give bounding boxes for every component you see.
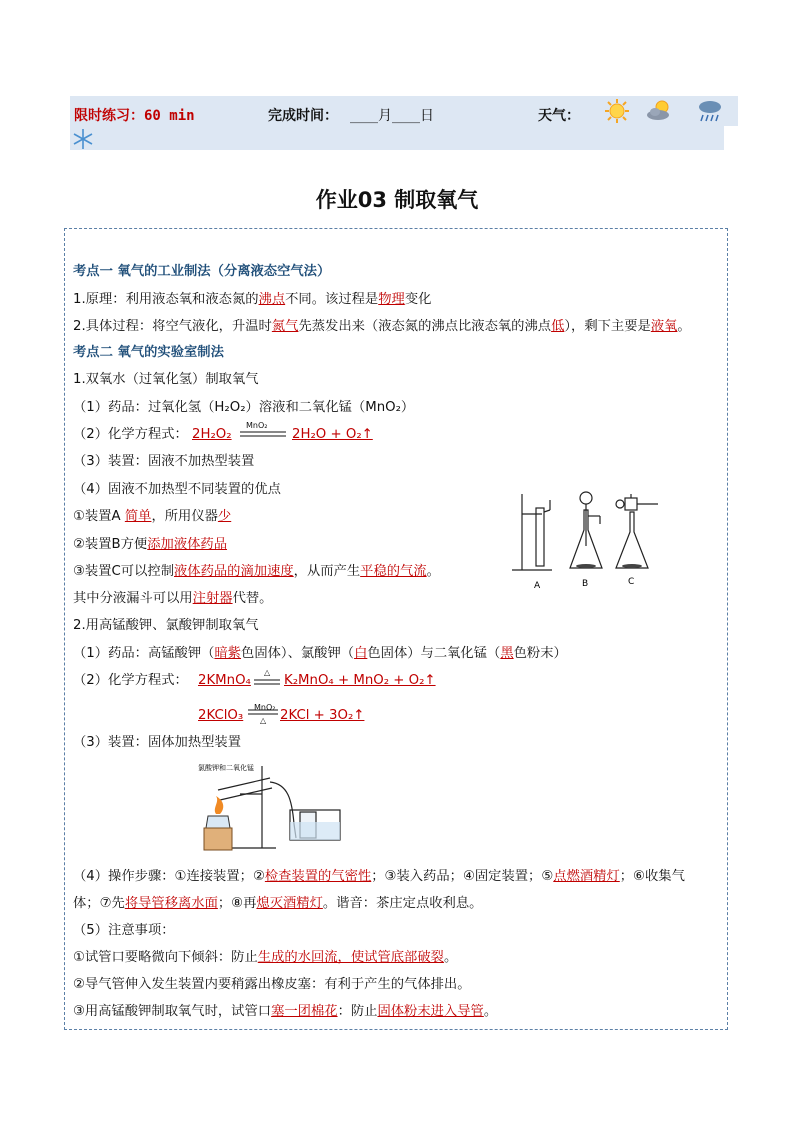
device-2: （3）装置：固体加热型装置: [73, 735, 242, 750]
time-limit: 限时练习：60 min: [74, 108, 195, 124]
eq2b-right: 2KCl + 3O₂↑: [280, 708, 365, 723]
sun-icon: [604, 98, 630, 124]
section1-heading: 考点一 氧气的工业制法（分离液态空气法）: [73, 264, 331, 279]
eq1-catalyst: MnO₂: [246, 421, 268, 430]
partly-cloudy-icon: [645, 98, 675, 124]
eq1-right: 2H₂O + O₂↑: [292, 427, 373, 442]
apparatus-abc-figure: [508, 486, 668, 592]
advantages: （4）固液不加热型不同装置的优点: [73, 482, 281, 497]
sec1-process: 2.具体过程：将空气液化，升温时氮气先蒸发出来（液态氮的沸点比液态氧的沸点低），剩下主要是液氧。: [73, 319, 691, 334]
sec2-subtitle-1: 1.双氧水（过氧化氢）制取氧气: [73, 372, 259, 387]
finish-blank: ____月____日: [350, 108, 434, 124]
sec1-principle: 1.原理：利用液态氧和液态氮的沸点不同。该过程是物理变化: [73, 292, 432, 307]
snowflake-icon: [72, 128, 94, 150]
label-a: A: [534, 581, 541, 591]
sec2-drug: （1）药品：过氧化氢（H₂O₂）溶液和二氧化锰（MnO₂）: [73, 400, 415, 415]
note-1: ①试管口要略微向下倾斜：防止生成的水回流，使试管底部破裂。: [73, 950, 458, 965]
eq2b-left: 2KClO₃: [198, 708, 244, 723]
steps-line-1: （4）操作步骤：①连接装置；②检查装置的气密性；③装入药品；④固定装置；⑤点燃酒精灯；⑥收集气: [73, 869, 685, 884]
eq1-double-line: [240, 431, 286, 437]
finish-label: 完成时间：: [268, 108, 338, 124]
eq2-label: （2）化学方程式：: [73, 673, 188, 688]
label-c: C: [628, 577, 635, 587]
heating-figure-label: 氯酸钾和二氧化锰: [198, 764, 254, 772]
label-b: B: [582, 579, 589, 589]
eq2b-double-line: [248, 709, 278, 715]
syringe-note: 其中分液漏斗可以用注射器代替。: [73, 591, 273, 606]
page-title: 作业03 制取氧气: [315, 188, 479, 212]
eq2b-catalyst: MnO₂: [254, 703, 276, 712]
weather-label: 天气：: [538, 108, 580, 124]
device-c: ③装置C可以控制液体药品的滴加速度，从而产生平稳的气流。: [73, 564, 440, 579]
eq1-left: 2H₂O₂: [192, 427, 232, 442]
sec2-drug2: （1）药品：高锰酸钾（暗紫色固体）、氯酸钾（白色固体）与二氧化锰（黑色粉末）: [73, 646, 567, 661]
note-3: ③用高锰酸钾制取氧气时，试管口塞一团棉花：防止固体粉末进入导管。: [73, 1004, 498, 1019]
eq2a-delta: △: [264, 668, 271, 677]
eq2a-double-line: [254, 679, 280, 685]
note-2: ②导气管伸入发生装置内要稍露出橡皮塞：有利于产生的气体排出。: [73, 977, 471, 992]
section2-heading: 考点二 氧气的实验室制法: [73, 345, 224, 360]
device-1: （3）装置：固液不加热型装置: [73, 454, 255, 469]
device-b: ②装置B方便添加液体药品: [73, 537, 228, 552]
eq2a-left: 2KMnO₄: [198, 673, 251, 688]
eq2b-delta: △: [260, 716, 267, 725]
heating-apparatus-figure: [196, 760, 342, 858]
eq2a-right: K₂MnO₄ + MnO₂ + O₂↑: [284, 673, 436, 688]
header-band-lower: [70, 126, 724, 150]
device-a: ①装置A 简单，所用仪器少: [73, 509, 232, 524]
eq1-label: （2）化学方程式：: [73, 427, 188, 442]
sec2-subtitle-2: 2.用高锰酸钾、氯酸钾制取氧气: [73, 618, 259, 633]
rain-icon: [697, 98, 723, 124]
steps-line-2: 体；⑦先将导管移离水面；⑧再熄灭酒精灯。谐音：茶庄定点收利息。: [73, 896, 483, 911]
notes-heading: （5）注意事项：: [73, 923, 175, 938]
